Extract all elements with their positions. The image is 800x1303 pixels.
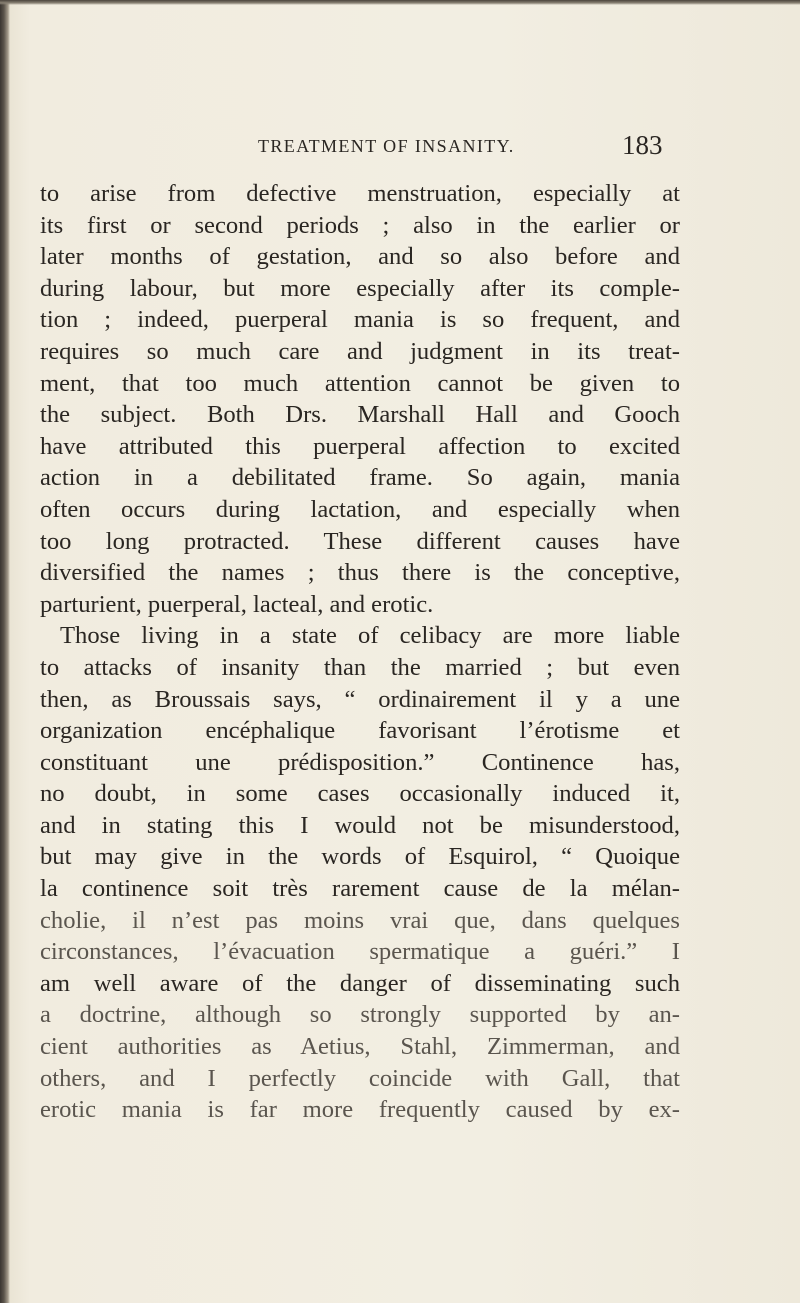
text-line: no doubt, in some cases occasionally induced it,: [40, 780, 680, 808]
page-binding-edge: [0, 0, 10, 1303]
text-line: requires so much care and judgment in its treat-: [40, 337, 680, 365]
text-line: have attributed this puerperal affection to excited: [40, 432, 680, 460]
text-line: am well aware of the danger of disseminating such: [40, 969, 680, 997]
text-line: others, and I perfectly coincide with Gall, that: [40, 1064, 680, 1092]
page-number: 183: [622, 130, 663, 160]
text-line: often occurs during lactation, and especially when: [40, 495, 680, 523]
text-line: too long protracted. These different causes have: [40, 527, 680, 555]
text-line: its first or second periods ; also in the earlier or: [40, 211, 680, 239]
text-line: during labour, but more especially after its comple-: [40, 274, 680, 302]
page-top-edge: [0, 0, 800, 5]
text-line: cholie, il n’est pas moins vrai que, dans quelques: [40, 906, 680, 934]
text-line: action in a debilitated frame. So again, mania: [40, 464, 680, 492]
text-line: la continence soit très rarement cause de la mélan-: [40, 875, 680, 903]
text-line: to arise from defective menstruation, especially at: [40, 180, 680, 207]
paragraph-end-line: parturient, puerperal, lacteal, and erotic.: [40, 590, 434, 618]
text-line: and in stating this I would not be misunderstood,: [40, 811, 680, 839]
text-line: diversified the names ; thus there is the conceptive,: [40, 559, 680, 587]
text-line: cient authorities as Aetius, Stahl, Zimmerman, and: [40, 1033, 680, 1061]
running-title: TREATMENT OF INSANITY.: [258, 136, 515, 156]
text-line: circonstances, l’évacuation spermatique a guéri.” I: [40, 938, 680, 966]
running-header: [0, 130, 800, 166]
text-line: constituant une prédisposition.” Continence has,: [40, 748, 680, 776]
text-line: ment, that too much attention cannot be given to: [40, 369, 680, 397]
text-line: later months of gestation, and so also before and: [40, 243, 680, 271]
body-text: [40, 178, 680, 1126]
paragraph-start-line: Those living in a state of celibacy are more liable: [60, 622, 680, 650]
text-line: tion ; indeed, puerperal mania is so frequent, and: [40, 306, 680, 334]
text-line: the subject. Both Drs. Marshall Hall and Gooch: [40, 401, 680, 429]
text-line: then, as Broussais says, “ ordinairement il y a une: [40, 685, 680, 713]
text-line: organization encéphalique favorisant l’érotisme et: [40, 717, 680, 745]
text-line: a doctrine, although so strongly supported by an-: [40, 1001, 680, 1029]
text-line: to attacks of insanity than the married ; but even: [40, 653, 680, 681]
text-line: but may give in the words of Esquirol, “ Quoique: [40, 843, 680, 871]
text-line: erotic mania is far more frequently caused by ex-: [40, 1096, 680, 1124]
